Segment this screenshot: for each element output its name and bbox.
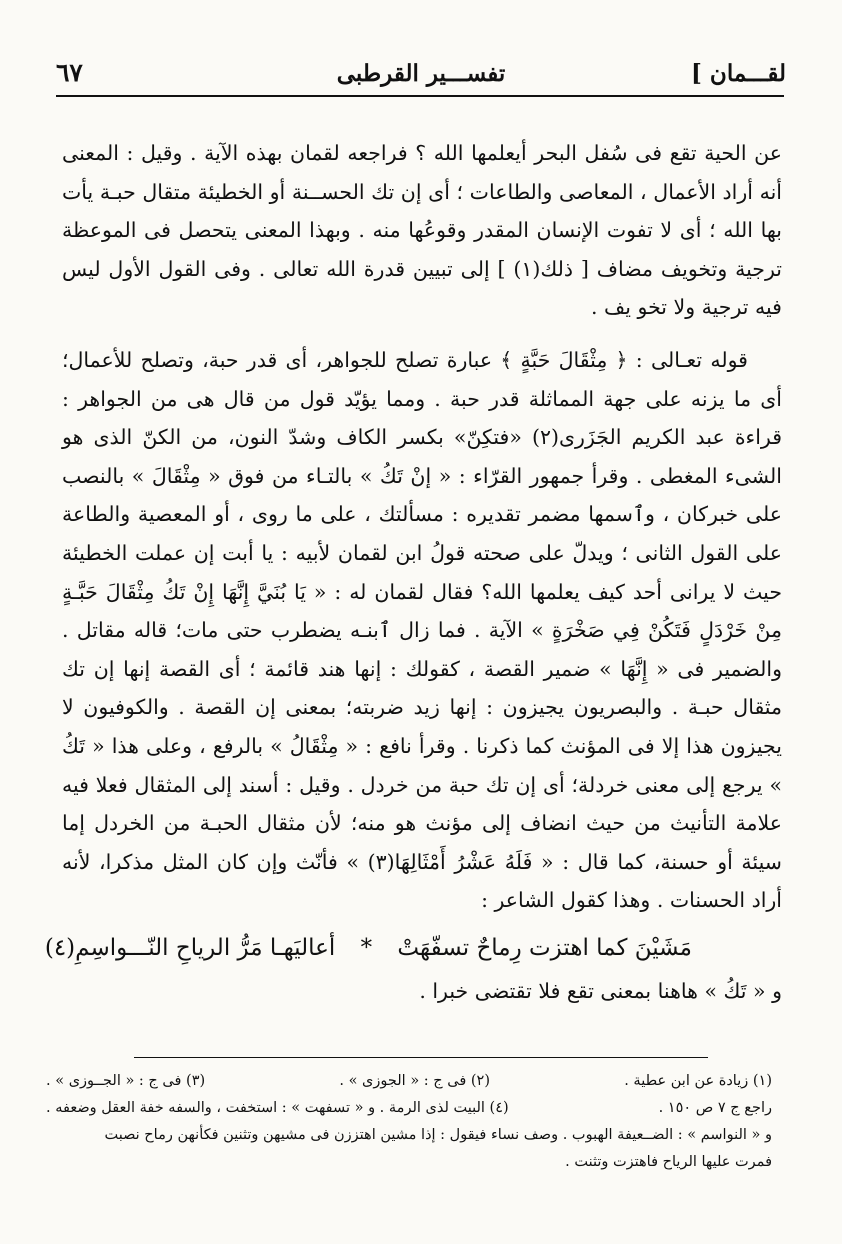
main-text: [44, 134, 782, 1010]
footnote-rule: [134, 1057, 708, 1058]
footnote-2: (٢) فى ج : « الجوزى » .: [339, 1073, 491, 1089]
paragraph-2: [62, 341, 782, 920]
page-header: [56, 56, 786, 92]
poetry-verse: [44, 926, 692, 970]
footnote-row-2: [46, 1095, 772, 1122]
text-line: مضمر تقديره : مسألتك ، على ما روى ، أو المعصية والطاعة على القول الثانى ؛ ويدلّ على: [62, 502, 782, 565]
footnote-4: (٤) البيت لذى الرمة . و « تسفهت » : استخفت ، والسفه خفة العقل وضعفه .: [46, 1100, 509, 1116]
page-number: ٦٧: [56, 58, 83, 87]
text-line: مضاف [ ذلك(١) ] إلى تبيين قدرة الله تعالى . وفى القول الأول ليس فيه ترجية ولا تخو يف .: [62, 256, 782, 320]
footnote-4-continuation: فمرت عليها الرياح فاهتزت وتثنت .: [565, 1154, 772, 1170]
text-line: هند قائمة ؛ أى القصة إنها إن تك مثقال حبـة . والبصريون يجيزون : إنها زيد ضربته؛: [62, 656, 782, 720]
header-rule: [56, 95, 784, 97]
text-line: أى لا تفوت الإنسان المقدر وقوعُها منه . وبهذا المعنى يتحصل فى الموعظة ترجية وتخويف: [62, 218, 782, 281]
text-line: عبد الكريم الجَزَرى(٢) «فتكِنّ» بكسر الكاف وشدّ النون، من الكنّ الذى هو الشىء المغطى .: [62, 425, 782, 488]
verse-separator: *: [360, 934, 373, 961]
paragraph-1: [62, 134, 782, 327]
text-line: من الخردل إما سيئة أو حسنة، كما قال : « فَلَهُ عَشْرُ أَمْثَالِهَا(٣) » فأنّث وإن كان المثل مذكرا،: [62, 811, 782, 874]
text-line: الأعمال ، المعاصى والطاعات ؛ أى إن تك الحســنة أو الخطيئة متقال حبـة يأت بها الله ؛: [62, 179, 782, 243]
text-line: بالرفع ، وعلى هذا « تَكُ » يرجع إلى معنى خردلة؛ أى إن تك حبة من خردل . وقيل : أسند: [62, 733, 782, 797]
text-line: إلى المثقال فعلا فيه علامة التأنيث من حيث انضاف إلى مؤنث هو منه؛ لأن مثقال الحبـة: [62, 772, 782, 836]
footnote-3-reference: راجع ج ٧ ص ١٥٠ .: [658, 1100, 772, 1116]
text-line: صحته قولُ ابن لقمان لأبيه : يا أبت إن عملت الخطيئة حيث لا يرانى أحد كيف يعلمها الله؟: [62, 540, 782, 604]
text-line: أى ما يزنه على جهة المماثلة قدر حبة . ومما يؤيّد قول من قال هى من الجواهر : قراءة: [62, 386, 782, 450]
verse-second-half: أعاليَهـا مَرُّ الرياحِ النّـــواسِمِ(٤): [44, 934, 336, 961]
text-line: ٱبنـه يضطرب حتى مات؛ قاله مقاتل . والضمير فى « إِنَّهَا » ضمير القصة ، كقولك : إنها: [62, 618, 782, 681]
text-line: لأنه أراد الحسنات . وهذا كقول الشاعر :: [62, 849, 782, 913]
text-line: فقال لقمان له : « يَا بُنَيَّ إِنَّهَا إِنْ تَكُ مِثْقَالَ حَبَّـةٍ مِنْ خَرْدَلٍ فَتَكُنْ فِي صَخْرَةٍ » الآية . فما زال: [62, 579, 782, 643]
footnotes: [46, 1068, 772, 1176]
book-title: تفســـير القرطبى: [336, 60, 506, 87]
footnote-4-continuation: و « النواسم » : الضــعيفة الهبوب . وصف نساء فيقول : إذا مشين اهتززن فى مشيهن وتثنين فكأنهن رماح نصبت: [104, 1127, 772, 1143]
footnote-3: (٣) فى ج : « الجــوزى » .: [46, 1073, 206, 1089]
text-line: قوله تعـالى : ﴿ مِثْقَالَ حَبَّةٍ ﴾ عبارة تصلح للجواهر، أى قدر حبة، وتصلح للأعمال؛: [62, 347, 748, 372]
text-line: عن الحية تقع فى سُفل البحر أيعلمها الله ؟ فراجعه لقمان بهذه الآية . وقيل : المعنى أنه أراد: [62, 141, 782, 204]
text-line: وقرأ جمهور القرّاء : « إنْ تَكُ » بالتـاء من فوق « مِثْقَالَ » بالنصب على خبركان ، وٱسمها: [62, 463, 782, 527]
closing-line: و « تَكُ » هاهنا بمعنى تقع فلا تقتضى خبرا .: [419, 978, 782, 1003]
verse-first-half: مَشَيْنَ كما اهتزت رِماحٌ تسفّهَتْ: [397, 934, 692, 961]
footnote-1: (١) زيادة عن ابن عطية .: [624, 1073, 772, 1089]
footnote-row-1: [46, 1068, 772, 1095]
surah-name: لقـــمان ]: [691, 60, 786, 87]
text-line: بمعنى إن القصة . والكوفيون لا يجيزون هذا إلا فى المؤنث كما ذكرنا . وقرأ نافع : « مِثْقَالُ »: [62, 695, 782, 758]
